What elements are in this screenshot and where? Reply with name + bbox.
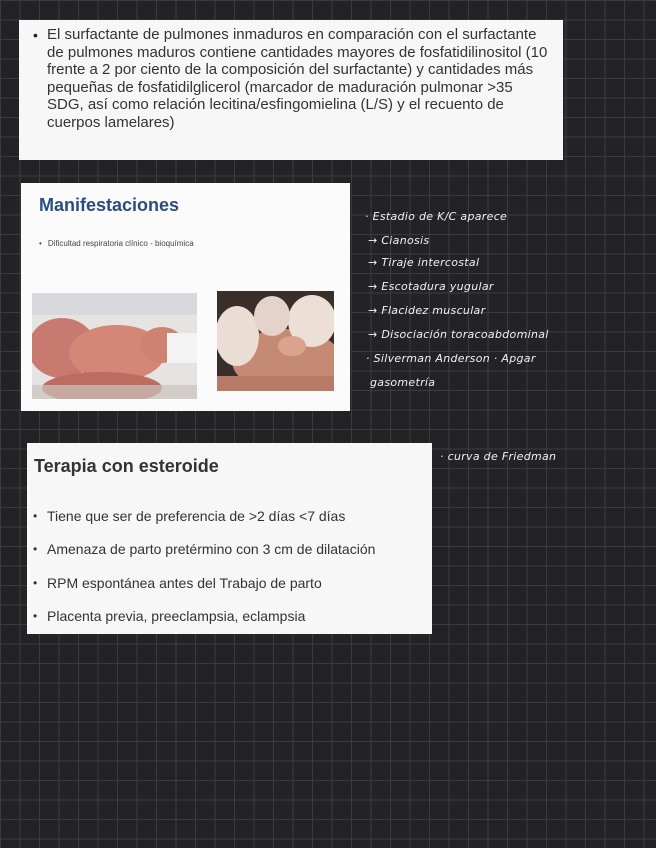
bullet-icon: • — [33, 27, 38, 43]
manifestaciones-title: Manifestaciones — [39, 195, 180, 215]
list-item-text: RPM espontánea antes del Trabajo de parto — [47, 574, 322, 591]
handwritten-note: → Escotadura yugular — [368, 280, 494, 293]
bullet-icon: • — [33, 542, 38, 557]
list-item-text: Amenaza de parto pretérmino con 3 cm de dilatación — [47, 541, 376, 558]
manifestaciones-card — [21, 183, 350, 411]
bullet-icon: • — [39, 239, 42, 248]
terapia-list — [33, 499, 375, 633]
newborn-photo — [32, 293, 197, 399]
list-item — [33, 566, 375, 600]
bullet-icon: • — [33, 575, 38, 590]
surfactante-card — [19, 20, 563, 160]
list-item — [33, 600, 375, 634]
list-item-text: Tiene que ser de preferencia de >2 días <7 días — [47, 507, 346, 524]
manifestaciones-item — [39, 239, 194, 248]
list-item — [33, 533, 375, 567]
surfactante-bullet-row — [33, 26, 551, 132]
list-item-text: Placenta previa, preeclampsia, eclampsia — [47, 608, 306, 625]
surfactante-text: El surfactante de pulmones inmaduros en comparación con el surfactante de pulmones maduros contiene cantidades mayores de fosfatidilinositol (10 frente a 2 por ciento de la composición del surfactante) y cantidades más pequeñas de fosfatidilglicerol (marcador de maduración pulmonar >35 SDG, así como relación lecitina/esfingomielina (L/S) y el recuento de cuerpos lamelares) — [47, 26, 548, 131]
handwritten-note: → Tiraje intercostal — [368, 256, 480, 269]
terapia-card — [27, 443, 432, 634]
handwritten-note: · Silverman Anderson · Apgar — [366, 352, 536, 365]
manifestaciones-item-text: Dificultad respiratoria clínico - bioquímica — [47, 239, 194, 248]
handwritten-note: · Estadio de K/C aparece — [365, 210, 508, 223]
handwritten-note: → Cianosis — [368, 234, 430, 247]
handwritten-note: gasometría — [370, 376, 436, 389]
terapia-title: Terapia con esteroide — [34, 456, 219, 476]
bullet-icon: • — [33, 609, 38, 624]
handwritten-note: · curva de Friedman — [440, 450, 557, 463]
bullet-icon: • — [33, 508, 38, 523]
list-item — [33, 499, 375, 533]
handwritten-note: → Flacidez muscular — [368, 304, 486, 317]
handwritten-note: → Disociación toracoabdominal — [368, 328, 549, 341]
hands-examining-photo — [217, 291, 334, 391]
